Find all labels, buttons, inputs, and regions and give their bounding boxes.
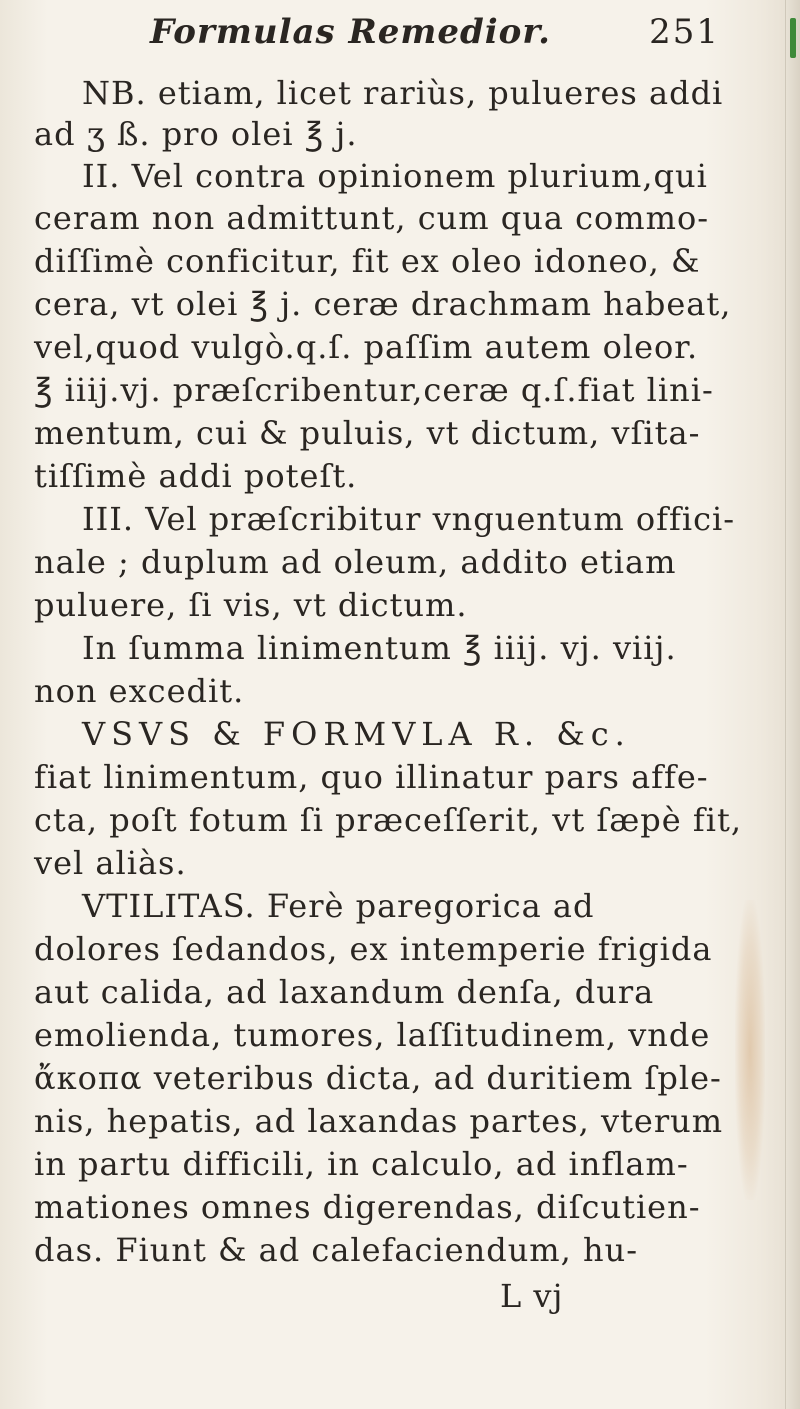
paper-stain bbox=[735, 900, 765, 1200]
text-line: tiſſimè addi poteſt. bbox=[34, 457, 358, 495]
running-title: Formulas Remedior. bbox=[150, 12, 551, 52]
text-line: non excedit. bbox=[34, 672, 245, 710]
text-line: diſſimè conficitur, fit ex oleo idoneo, & bbox=[34, 242, 701, 280]
text-line: vel aliàs. bbox=[34, 844, 187, 882]
text-line: fiat linimentum, quo illinatur pars affe- bbox=[34, 758, 709, 796]
page-edge bbox=[785, 0, 800, 1409]
text-line: ad ʒ ß. pro olei ℥ j. bbox=[34, 115, 358, 153]
signature-mark: L vj bbox=[500, 1277, 564, 1315]
text-line: cera, vt olei ℥ j. ceræ drachmam habeat, bbox=[34, 285, 732, 323]
text-line: vel,quod vulgò.q.ſ. paſſim autem oleor. bbox=[34, 328, 699, 366]
text-line: II. Vel contra opinionem plurium,qui bbox=[82, 157, 708, 195]
text-line: cta, poſt fotum ſi præceſſerit, vt ſæpè fit, bbox=[34, 801, 742, 839]
page-header bbox=[150, 12, 720, 64]
text-line: dolores ſedandos, ex intemperie frigida bbox=[34, 930, 713, 968]
text-line: mentum, cui & puluis, vt dictum, vſita- bbox=[34, 414, 701, 452]
text-line: puluere, ſi vis, vt dictum. bbox=[34, 586, 468, 624]
text-line: ἄκοπα veteribus dicta, ad duritiem ſple- bbox=[34, 1059, 722, 1097]
text-line: das. Fiunt & ad calefaciendum, hu- bbox=[34, 1231, 639, 1269]
text-line: NB. etiam, licet rariùs, pulueres addi bbox=[82, 74, 724, 112]
text-line: nale ; duplum ad oleum, addito etiam bbox=[34, 543, 677, 581]
text-line: in partu difficili, in calculo, ad inflam- bbox=[34, 1145, 689, 1183]
text-line: ℥ iiij.vj. præſcribentur,ceræ q.ſ.fiat lini- bbox=[34, 371, 714, 409]
text-line: ceram non admittunt, cum qua commo- bbox=[34, 199, 710, 237]
text-line: mationes omnes digerendas, diſcutien- bbox=[34, 1188, 701, 1226]
green-tab-marker bbox=[790, 18, 796, 58]
page-number: 251 bbox=[649, 12, 720, 52]
text-line: aut calida, ad laxandum denſa, dura bbox=[34, 973, 655, 1011]
text-line-heading: VSVS & FORMVLA R. &c. bbox=[82, 715, 631, 753]
text-line: In ſumma linimentum ℥ iiij. vj. viij. bbox=[82, 629, 677, 667]
text-line: nis, hepatis, ad laxandas partes, vterum bbox=[34, 1102, 724, 1140]
text-line: VTILITAS. Ferè paregorica ad bbox=[82, 887, 595, 925]
text-line: emolienda, tumores, laſſitudinem, vnde bbox=[34, 1016, 711, 1054]
text-line: III. Vel præſcribitur vnguentum offici- bbox=[82, 500, 736, 538]
